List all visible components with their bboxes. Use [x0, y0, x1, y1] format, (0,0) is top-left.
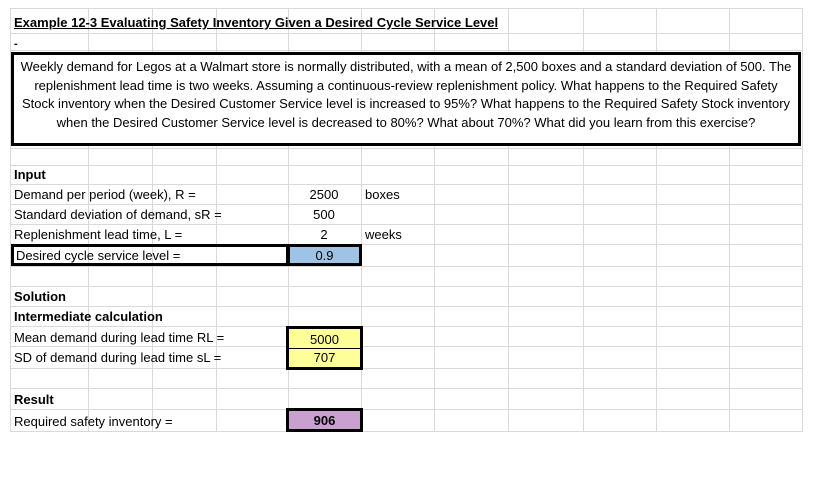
result-header[interactable]: Result [14, 392, 54, 407]
csl-label-box[interactable] [11, 244, 289, 266]
sd-lead-time-label[interactable]: SD of demand during lead time sL = [14, 350, 222, 365]
csl-label: Desired cycle service level = [16, 248, 181, 263]
cell-divider [289, 348, 360, 349]
sd-lead-time-value: 707 [313, 350, 336, 365]
safety-inventory-label[interactable]: Required safety inventory = [14, 414, 173, 429]
mean-demand-value: 5000 [310, 332, 339, 347]
mean-demand-label[interactable]: Mean demand during lead time RL = [14, 330, 225, 345]
sd-label[interactable]: Standard deviation of demand, sR = [14, 207, 222, 222]
sd-value[interactable]: 500 [313, 207, 335, 222]
solution-header[interactable]: Solution [14, 289, 66, 304]
input-header[interactable]: Input [14, 167, 46, 182]
demand-value[interactable]: 2500 [309, 187, 339, 202]
intermediate-values-box[interactable] [286, 326, 363, 370]
lead-time-value[interactable]: 2 [320, 227, 328, 242]
demand-unit[interactable]: boxes [365, 187, 400, 202]
demand-label[interactable]: Demand per period (week), R = [14, 187, 196, 202]
csl-value: 0.9 [315, 248, 334, 263]
safety-inventory-value: 906 [313, 413, 336, 428]
intermediate-header[interactable]: Intermediate calculation [14, 309, 163, 324]
sheet-title[interactable]: Example 12-3 Evaluating Safety Inventory Given a Desired Cycle Service Level [14, 15, 499, 30]
csl-value-cell[interactable] [287, 244, 362, 266]
lead-time-label[interactable]: Replenishment lead time, L = [14, 227, 183, 242]
problem-text: Weekly demand for Legos at a Walmart store is normally distributed, with a mean of 2,500 boxes and a standard deviation of 500. The replenishment lead time is two weeks. Assuming a continuous-review replenishment policy. What happens to the Required Safety Stock inventory when the Desired Customer Service level is increased to 95%? What happens to the Required Safety Stock inventory when the Desired Customer Service level is decreased to 80%? What about 70%? What did you learn from this exercise? [20, 59, 792, 130]
dash-cell[interactable]: - [14, 38, 18, 50]
safety-inventory-cell[interactable] [286, 408, 363, 432]
problem-statement-box[interactable] [11, 52, 801, 146]
lead-time-unit[interactable]: weeks [365, 227, 402, 242]
